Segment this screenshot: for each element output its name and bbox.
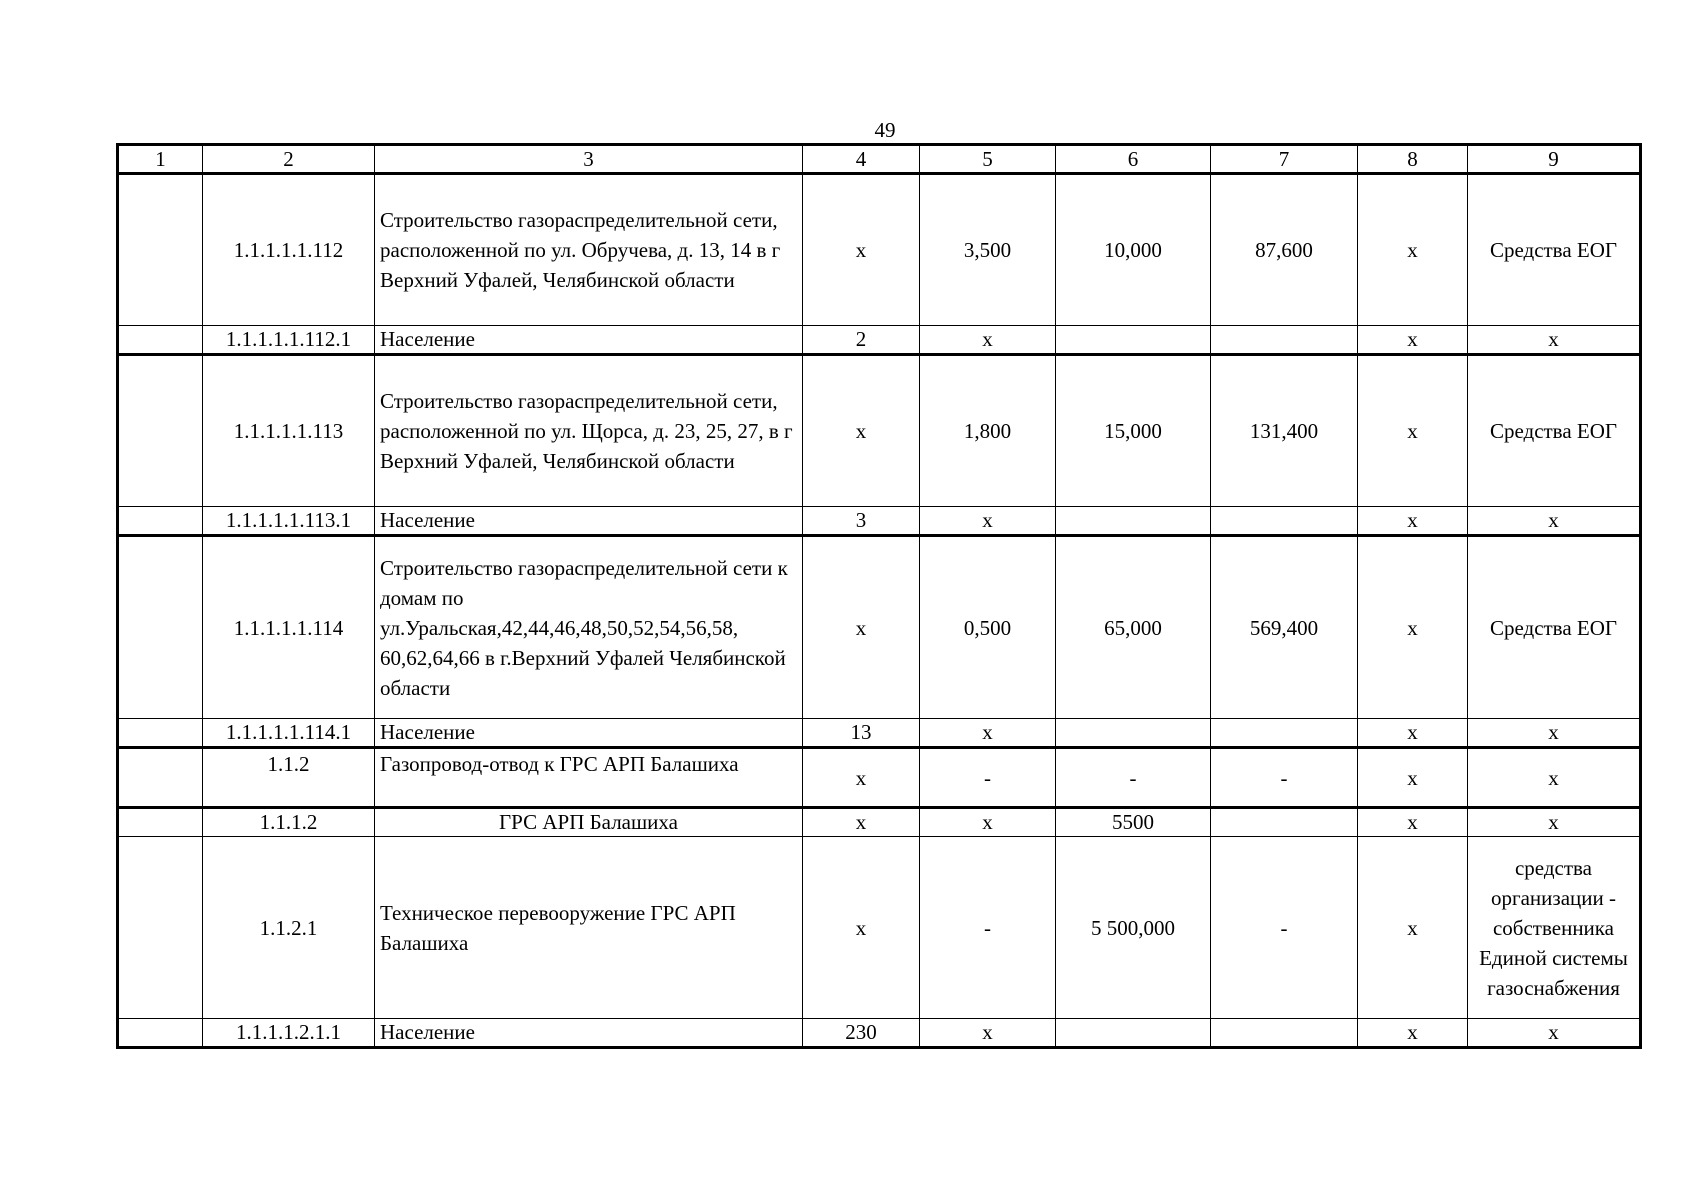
table-row [118, 326, 1641, 355]
cell-col8: x [1358, 1019, 1468, 1048]
cell-description: Население [375, 1019, 803, 1048]
cell-description: Строительство газораспределительной сети к домам по ул.Уральская,42,44,46,48,50,52,54,56,58, 60,62,64,66 в г.Верхний Уфалей Челябинской области [375, 536, 803, 719]
cell-col8: x [1358, 507, 1468, 536]
header-cell: 2 [203, 145, 375, 174]
header-cell: 5 [920, 145, 1056, 174]
cell-col6: - [1056, 748, 1211, 808]
table-row [118, 748, 1641, 808]
cell-col4: x [803, 748, 920, 808]
cell-index [118, 326, 203, 355]
cell-col4: 3 [803, 507, 920, 536]
cell-index [118, 837, 203, 1019]
cell-index [118, 808, 203, 837]
cell-code: 1.1.1.1.1.112 [203, 174, 375, 326]
cell-index [118, 536, 203, 719]
cell-col5: x [920, 808, 1056, 837]
cell-funding: x [1468, 719, 1641, 748]
cell-funding: Средства ЕОГ [1468, 355, 1641, 507]
table-row [118, 837, 1641, 1019]
cell-col5: x [920, 719, 1056, 748]
cell-code: 1.1.1.1.1.113 [203, 355, 375, 507]
cell-description: Население [375, 719, 803, 748]
cell-code: 1.1.1.1.2.1.1 [203, 1019, 375, 1048]
cell-col6 [1056, 1019, 1211, 1048]
cell-index [118, 174, 203, 326]
cell-col8: x [1358, 748, 1468, 808]
cell-col7: - [1211, 748, 1358, 808]
cell-col8: x [1358, 326, 1468, 355]
cell-col5: x [920, 1019, 1056, 1048]
cell-col5: x [920, 507, 1056, 536]
cell-code: 1.1.1.2 [203, 808, 375, 837]
header-cell: 9 [1468, 145, 1641, 174]
cell-index [118, 748, 203, 808]
cell-col5: - [920, 837, 1056, 1019]
cell-col8: x [1358, 174, 1468, 326]
cell-col8: x [1358, 719, 1468, 748]
cell-col7: - [1211, 837, 1358, 1019]
cell-col6: 10,000 [1056, 174, 1211, 326]
cell-col7: 87,600 [1211, 174, 1358, 326]
cell-description: Население [375, 507, 803, 536]
cell-col5: 3,500 [920, 174, 1056, 326]
table-header-row [118, 145, 1641, 174]
cell-funding: x [1468, 326, 1641, 355]
cell-funding: x [1468, 748, 1641, 808]
table-row [118, 355, 1641, 507]
cell-col4: x [803, 808, 920, 837]
cell-col4: 13 [803, 719, 920, 748]
cell-col6 [1056, 719, 1211, 748]
cell-code: 1.1.2 [203, 748, 375, 808]
cell-funding: x [1468, 808, 1641, 837]
cell-description: Техническое перевооружение ГРС АРП Балашиха [375, 837, 803, 1019]
cell-col6 [1056, 326, 1211, 355]
cell-index [118, 507, 203, 536]
page-number: 49 [874, 118, 896, 142]
cell-col7: 131,400 [1211, 355, 1358, 507]
cell-index [118, 355, 203, 507]
cell-col7 [1211, 507, 1358, 536]
table-row [118, 507, 1641, 536]
cell-description: Строительство газораспределительной сети, расположенной по ул. Щорса, д. 23, 25, 27, в г Верхний Уфалей, Челябинской области [375, 355, 803, 507]
cell-code: 1.1.1.1.1.113.1 [203, 507, 375, 536]
cell-col6 [1056, 507, 1211, 536]
cell-col5: 0,500 [920, 536, 1056, 719]
cell-col5: - [920, 748, 1056, 808]
cell-col4: 230 [803, 1019, 920, 1048]
table-row [118, 719, 1641, 748]
cell-col8: x [1358, 536, 1468, 719]
cell-col8: x [1358, 808, 1468, 837]
cell-description: Строительство газораспределительной сети, расположенной по ул. Обручева, д. 13, 14 в г Верхний Уфалей, Челябинской области [375, 174, 803, 326]
cell-index [118, 1019, 203, 1048]
cell-funding: Средства ЕОГ [1468, 536, 1641, 719]
cell-col5: x [920, 326, 1056, 355]
cell-col7 [1211, 719, 1358, 748]
cell-code: 1.1.1.1.1.114.1 [203, 719, 375, 748]
cell-col4: x [803, 536, 920, 719]
cell-col4: x [803, 174, 920, 326]
cell-col7 [1211, 1019, 1358, 1048]
cell-index [118, 719, 203, 748]
cell-funding: средства организации - собственника Единой системы газоснабжения [1468, 837, 1641, 1019]
table-row [118, 1019, 1641, 1048]
cell-funding: x [1468, 1019, 1641, 1048]
header-cell: 4 [803, 145, 920, 174]
cell-col6: 5500 [1056, 808, 1211, 837]
header-cell: 3 [375, 145, 803, 174]
cell-col4: x [803, 837, 920, 1019]
cell-code: 1.1.2.1 [203, 837, 375, 1019]
header-cell: 6 [1056, 145, 1211, 174]
header-cell: 7 [1211, 145, 1358, 174]
cell-col7: 569,400 [1211, 536, 1358, 719]
table-row [118, 808, 1641, 837]
cell-col6: 15,000 [1056, 355, 1211, 507]
cell-col7 [1211, 326, 1358, 355]
cell-col5: 1,800 [920, 355, 1056, 507]
investment-table [116, 143, 1642, 1049]
cell-col6: 5 500,000 [1056, 837, 1211, 1019]
table-row [118, 536, 1641, 719]
cell-col4: 2 [803, 326, 920, 355]
cell-code: 1.1.1.1.1.112.1 [203, 326, 375, 355]
cell-code: 1.1.1.1.1.114 [203, 536, 375, 719]
cell-description: ГРС АРП Балашиха [375, 808, 803, 837]
cell-description: Газопровод-отвод к ГРС АРП Балашиха [375, 748, 803, 808]
cell-description: Население [375, 326, 803, 355]
cell-col4: x [803, 355, 920, 507]
cell-col8: x [1358, 355, 1468, 507]
cell-funding: x [1468, 507, 1641, 536]
cell-col8: x [1358, 837, 1468, 1019]
header-cell: 1 [118, 145, 203, 174]
cell-col6: 65,000 [1056, 536, 1211, 719]
header-cell: 8 [1358, 145, 1468, 174]
table-row [118, 174, 1641, 326]
cell-col7 [1211, 808, 1358, 837]
cell-funding: Средства ЕОГ [1468, 174, 1641, 326]
